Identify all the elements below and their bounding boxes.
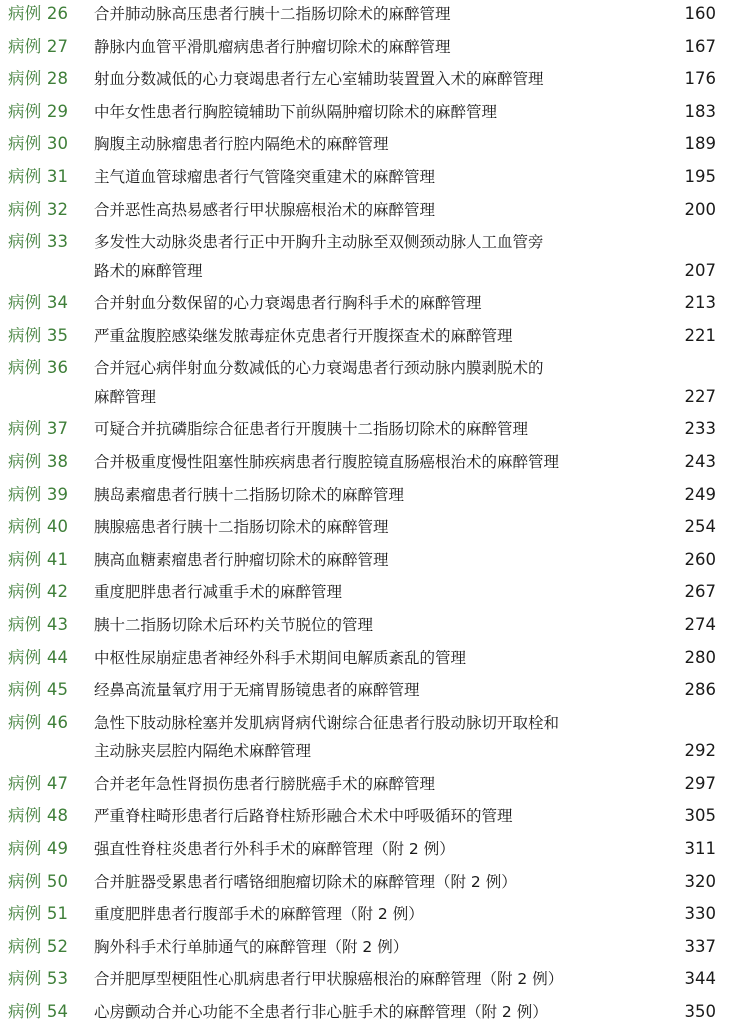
case-title — [94, 868, 654, 896]
case-number: 病例 30 — [8, 134, 69, 154]
case-title — [94, 163, 654, 191]
page-number: 254 — [684, 517, 716, 537]
case-title-line: 心房颤动合并心功能不全患者行非心脏手术的麻醉管理（附 2 例） — [94, 1003, 548, 1021]
page-number: 337 — [684, 936, 716, 956]
case-number: 病例 47 — [8, 773, 69, 793]
case-title — [94, 644, 654, 672]
case-title-line: 合并恶性高热易感者行甲状腺癌根治术的麻醉管理 — [94, 200, 436, 219]
case-title-line: 中年女性患者行胸腔镜辅助下前纵隔肿瘤切除术的麻醉管理 — [94, 102, 498, 121]
case-number: 病例 50 — [8, 871, 69, 891]
page-number: 286 — [684, 680, 716, 700]
case-title-line: 合并脏器受累患者行嗜铬细胞瘤切除术的麻醉管理（附 2 例） — [94, 872, 517, 891]
case-title-line: 胰十二指肠切除术后环杓关节脱位的管理 — [94, 616, 374, 634]
page-number: 344 — [684, 969, 716, 989]
case-number: 病例 46 — [8, 712, 69, 732]
case-title-line: 合并肺动脉高压患者行胰十二指肠切除术的麻醉管理 — [94, 5, 451, 23]
page-number: 330 — [684, 904, 716, 924]
case-number: 病例 35 — [8, 325, 69, 345]
page-number: 160 — [684, 4, 716, 23]
case-title — [94, 709, 654, 766]
case-number: 病例 39 — [8, 484, 69, 504]
case-number: 病例 41 — [8, 549, 69, 569]
case-number: 病例 54 — [8, 1002, 69, 1021]
case-title — [94, 513, 654, 541]
case-number: 病例 53 — [8, 969, 69, 989]
page-number: 207 — [684, 260, 716, 280]
case-title-line: 中枢性尿崩症患者神经外科手术期间电解质紊乱的管理 — [94, 648, 467, 667]
case-title-line: 多发性大动脉炎患者行正中开胸升主动脉至双侧颈动脉人工血管旁 — [94, 233, 544, 252]
case-title — [94, 802, 654, 830]
page-number: 233 — [684, 419, 716, 439]
page-number: 183 — [684, 101, 716, 121]
case-title-line: 急性下肢动脉栓塞并发肌病肾病代谢综合征患者行股动脉切开取栓和 — [94, 713, 560, 732]
page-number: 311 — [684, 839, 716, 858]
case-title-line: 重度肥胖患者行减重手术的麻醉管理 — [94, 583, 343, 602]
case-number: 病例 37 — [8, 419, 69, 439]
case-number: 病例 38 — [8, 452, 69, 471]
case-title-line: 合并肥厚型梗阻性心肌病患者行甲状腺癌根治的麻醉管理（附 2 例） — [94, 970, 564, 989]
case-title-line: 合并极重度慢性阻塞性肺疾病患者行腹腔镜直肠癌根治术的麻醉管理 — [94, 453, 560, 471]
page-number: 267 — [684, 582, 716, 602]
case-number: 病例 33 — [8, 232, 69, 252]
page-number: 280 — [684, 647, 716, 667]
case-number: 病例 42 — [8, 582, 69, 602]
case-title — [94, 835, 654, 863]
case-number: 病例 40 — [8, 517, 69, 537]
page-number: 260 — [684, 549, 716, 569]
page-number: 243 — [684, 452, 716, 471]
case-title-line: 可疑合并抗磷脂综合征患者行开腹胰十二指肠切除术的麻醉管理 — [94, 420, 529, 439]
case-title — [94, 33, 654, 61]
case-title — [94, 196, 654, 224]
case-title — [94, 481, 654, 509]
case-number: 病例 29 — [8, 101, 69, 121]
page-number: 227 — [684, 386, 716, 406]
case-title-line: 胰高血糖素瘤患者行肿瘤切除术的麻醉管理 — [94, 550, 389, 569]
page-number: 274 — [684, 615, 716, 634]
case-title-line: 严重盆腹腔感染继发脓毒症休克患者行开腹探查术的麻醉管理 — [94, 326, 513, 345]
case-title — [94, 998, 654, 1026]
page-number: 292 — [684, 741, 716, 761]
case-title — [94, 130, 654, 158]
page-number: 297 — [684, 773, 716, 793]
case-title-line: 静脉内血管平滑肌瘤病患者行肿瘤切除术的麻醉管理 — [94, 37, 451, 56]
case-title — [94, 900, 654, 928]
case-title-line: 射血分数减低的心力衰竭患者行左心室辅助装置置入术的麻醉管理 — [94, 70, 544, 89]
case-title — [94, 965, 654, 993]
case-title-line: 胰岛素瘤患者行胰十二指肠切除术的麻醉管理 — [94, 485, 405, 504]
case-title-line: 麻醉管理 — [94, 387, 157, 406]
case-number: 病例 48 — [8, 806, 69, 826]
page-number: 305 — [684, 806, 716, 826]
case-title-line: 胸腹主动脉瘤患者行腔内隔绝术的麻醉管理 — [94, 135, 389, 154]
case-number: 病例 26 — [8, 4, 69, 23]
case-title-line: 路术的麻醉管理 — [94, 261, 203, 280]
case-title — [94, 415, 654, 443]
case-number: 病例 51 — [8, 904, 69, 924]
page-number: 350 — [684, 1002, 716, 1021]
case-title — [94, 228, 654, 285]
page-number: 213 — [684, 293, 716, 313]
case-title — [94, 933, 654, 961]
case-title-line: 胰腺癌患者行胰十二指肠切除术的麻醉管理 — [94, 518, 389, 537]
case-title — [94, 448, 654, 476]
case-title-line: 经鼻高流量氧疗用于无痛胃肠镜患者的麻醉管理 — [94, 681, 420, 700]
case-number: 病例 52 — [8, 936, 69, 956]
case-number: 病例 43 — [8, 615, 69, 634]
case-title-line: 重度肥胖患者行腹部手术的麻醉管理（附 2 例） — [94, 905, 424, 924]
page-number: 200 — [684, 199, 716, 219]
case-number: 病例 28 — [8, 69, 69, 89]
case-number: 病例 34 — [8, 293, 69, 313]
page-number: 249 — [684, 484, 716, 504]
case-title — [94, 611, 654, 639]
case-number: 病例 45 — [8, 680, 69, 700]
case-number: 病例 36 — [8, 358, 69, 378]
case-title — [94, 546, 654, 574]
case-title — [94, 65, 654, 93]
case-title-line: 胸外科手术行单肺通气的麻醉管理（附 2 例） — [94, 937, 409, 956]
case-title-line: 主动脉夹层腔内隔绝术麻醉管理 — [94, 742, 312, 761]
page-number: 176 — [684, 69, 716, 89]
page-number: 221 — [684, 325, 716, 345]
case-number: 病例 44 — [8, 647, 69, 667]
case-title-line: 合并冠心病伴射血分数减低的心力衰竭患者行颈动脉内膜剥脱术的 — [94, 359, 544, 378]
case-title-line: 严重脊柱畸形患者行后路脊柱矫形融合术术中呼吸循环的管理 — [94, 807, 513, 826]
case-title-line: 合并射血分数保留的心力衰竭患者行胸科手术的麻醉管理 — [94, 294, 482, 313]
case-title-line: 强直性脊柱炎患者行外科手术的麻醉管理（附 2 例） — [94, 840, 455, 858]
case-title-line: 合并老年急性肾损伤患者行膀胱癌手术的麻醉管理 — [94, 774, 436, 793]
case-title — [94, 770, 654, 798]
case-title — [94, 354, 654, 411]
case-title-line: 主气道血管球瘤患者行气管隆突重建术的麻醉管理 — [94, 168, 436, 186]
case-title — [94, 676, 654, 704]
case-title — [94, 289, 654, 317]
page-number: 167 — [684, 36, 716, 56]
page-number: 189 — [684, 134, 716, 154]
case-title — [94, 0, 654, 28]
case-title — [94, 322, 654, 350]
case-number: 病例 27 — [8, 36, 69, 56]
page-number: 320 — [684, 871, 716, 891]
case-number: 病例 49 — [8, 839, 69, 858]
case-title — [94, 578, 654, 606]
case-number: 病例 32 — [8, 199, 69, 219]
case-title — [94, 98, 654, 126]
case-number: 病例 31 — [8, 167, 69, 186]
page-number: 195 — [684, 167, 716, 186]
